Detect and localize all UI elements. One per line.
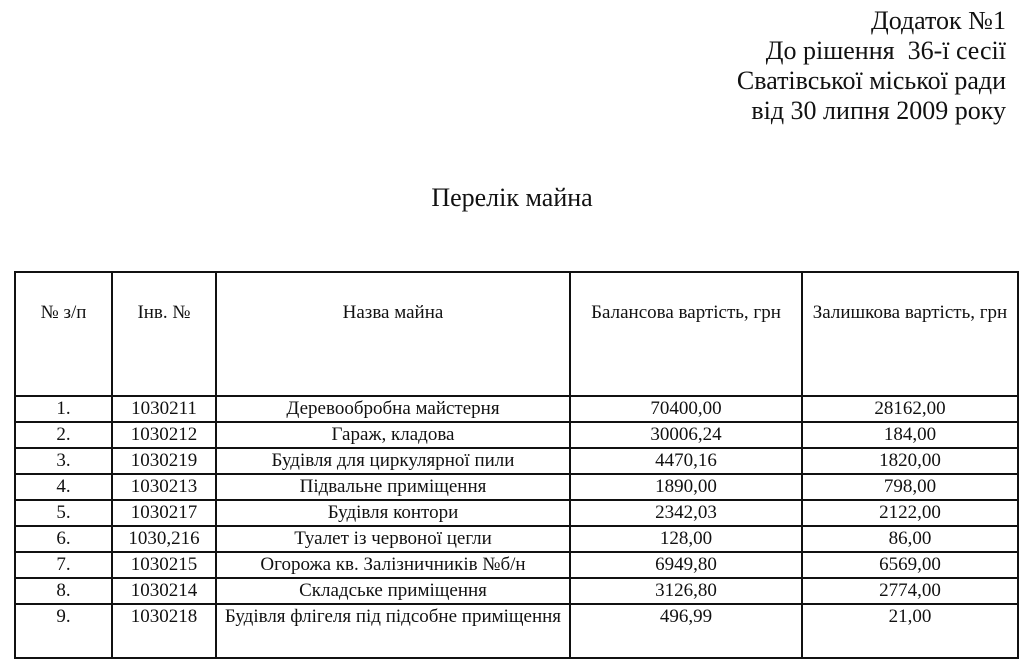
cell-balance: 2342,03 bbox=[570, 500, 802, 526]
cell-balance: 4470,16 bbox=[570, 448, 802, 474]
table-body bbox=[15, 396, 1018, 658]
table-row bbox=[15, 448, 1018, 474]
addendum-decision: До рішення 36-ї сесії bbox=[765, 36, 1006, 65]
cell-name: Будівля флігеля під підсобне приміщення bbox=[216, 604, 570, 658]
cell-inventory: 1030211 bbox=[112, 396, 216, 422]
table-row bbox=[15, 552, 1018, 578]
cell-inventory: 1030,216 bbox=[112, 526, 216, 552]
cell-balance: 70400,00 bbox=[570, 396, 802, 422]
addendum-date: від 30 липня 2009 року bbox=[751, 96, 1006, 125]
assets-table bbox=[14, 271, 1019, 659]
table-header bbox=[15, 272, 1018, 396]
addendum-block bbox=[737, 6, 1006, 126]
cell-residual: 6569,00 bbox=[802, 552, 1018, 578]
cell-number: 9. bbox=[15, 604, 112, 658]
table-row bbox=[15, 474, 1018, 500]
cell-name: Підвальне приміщення bbox=[216, 474, 570, 500]
cell-name: Огорожа кв. Залізничників №б/н bbox=[216, 552, 570, 578]
cell-inventory: 1030217 bbox=[112, 500, 216, 526]
cell-name: Деревообробна майстерня bbox=[216, 396, 570, 422]
document-title: Перелік майна bbox=[431, 183, 593, 212]
cell-balance: 128,00 bbox=[570, 526, 802, 552]
header-balance-value: Балансова вартість, грн bbox=[570, 272, 802, 396]
header-name: Назва майна bbox=[216, 272, 570, 396]
cell-number: 1. bbox=[15, 396, 112, 422]
cell-balance: 30006,24 bbox=[570, 422, 802, 448]
cell-residual: 2122,00 bbox=[802, 500, 1018, 526]
cell-number: 2. bbox=[15, 422, 112, 448]
cell-number: 7. bbox=[15, 552, 112, 578]
cell-residual: 2774,00 bbox=[802, 578, 1018, 604]
cell-number: 4. bbox=[15, 474, 112, 500]
table-row bbox=[15, 422, 1018, 448]
addendum-title: Додаток №1 bbox=[870, 6, 1006, 35]
cell-balance: 496,99 bbox=[570, 604, 802, 658]
cell-number: 8. bbox=[15, 578, 112, 604]
cell-residual: 86,00 bbox=[802, 526, 1018, 552]
cell-inventory: 1030214 bbox=[112, 578, 216, 604]
table-header-row bbox=[15, 272, 1018, 396]
table-row bbox=[15, 396, 1018, 422]
cell-number: 5. bbox=[15, 500, 112, 526]
cell-inventory: 1030218 bbox=[112, 604, 216, 658]
header-residual-value: Залишкова вартість, грн bbox=[802, 272, 1018, 396]
cell-name: Складське приміщення bbox=[216, 578, 570, 604]
addendum-council: Сватівської міської ради bbox=[736, 66, 1006, 95]
cell-balance: 6949,80 bbox=[570, 552, 802, 578]
cell-residual: 798,00 bbox=[802, 474, 1018, 500]
cell-inventory: 1030213 bbox=[112, 474, 216, 500]
table-row bbox=[15, 578, 1018, 604]
cell-number: 3. bbox=[15, 448, 112, 474]
cell-name: Туалет із червоної цегли bbox=[216, 526, 570, 552]
table-row bbox=[15, 500, 1018, 526]
cell-balance: 3126,80 bbox=[570, 578, 802, 604]
cell-inventory: 1030219 bbox=[112, 448, 216, 474]
cell-name: Будівля контори bbox=[216, 500, 570, 526]
cell-name: Гараж, кладова bbox=[216, 422, 570, 448]
cell-number: 6. bbox=[15, 526, 112, 552]
table-row bbox=[15, 604, 1018, 658]
cell-inventory: 1030212 bbox=[112, 422, 216, 448]
table-row bbox=[15, 526, 1018, 552]
cell-inventory: 1030215 bbox=[112, 552, 216, 578]
cell-residual: 184,00 bbox=[802, 422, 1018, 448]
header-inventory: Інв. № bbox=[112, 272, 216, 396]
cell-name: Будівля для циркулярної пили bbox=[216, 448, 570, 474]
cell-residual: 28162,00 bbox=[802, 396, 1018, 422]
cell-residual: 21,00 bbox=[802, 604, 1018, 658]
cell-balance: 1890,00 bbox=[570, 474, 802, 500]
cell-residual: 1820,00 bbox=[802, 448, 1018, 474]
header-number: № з/п bbox=[15, 272, 112, 396]
